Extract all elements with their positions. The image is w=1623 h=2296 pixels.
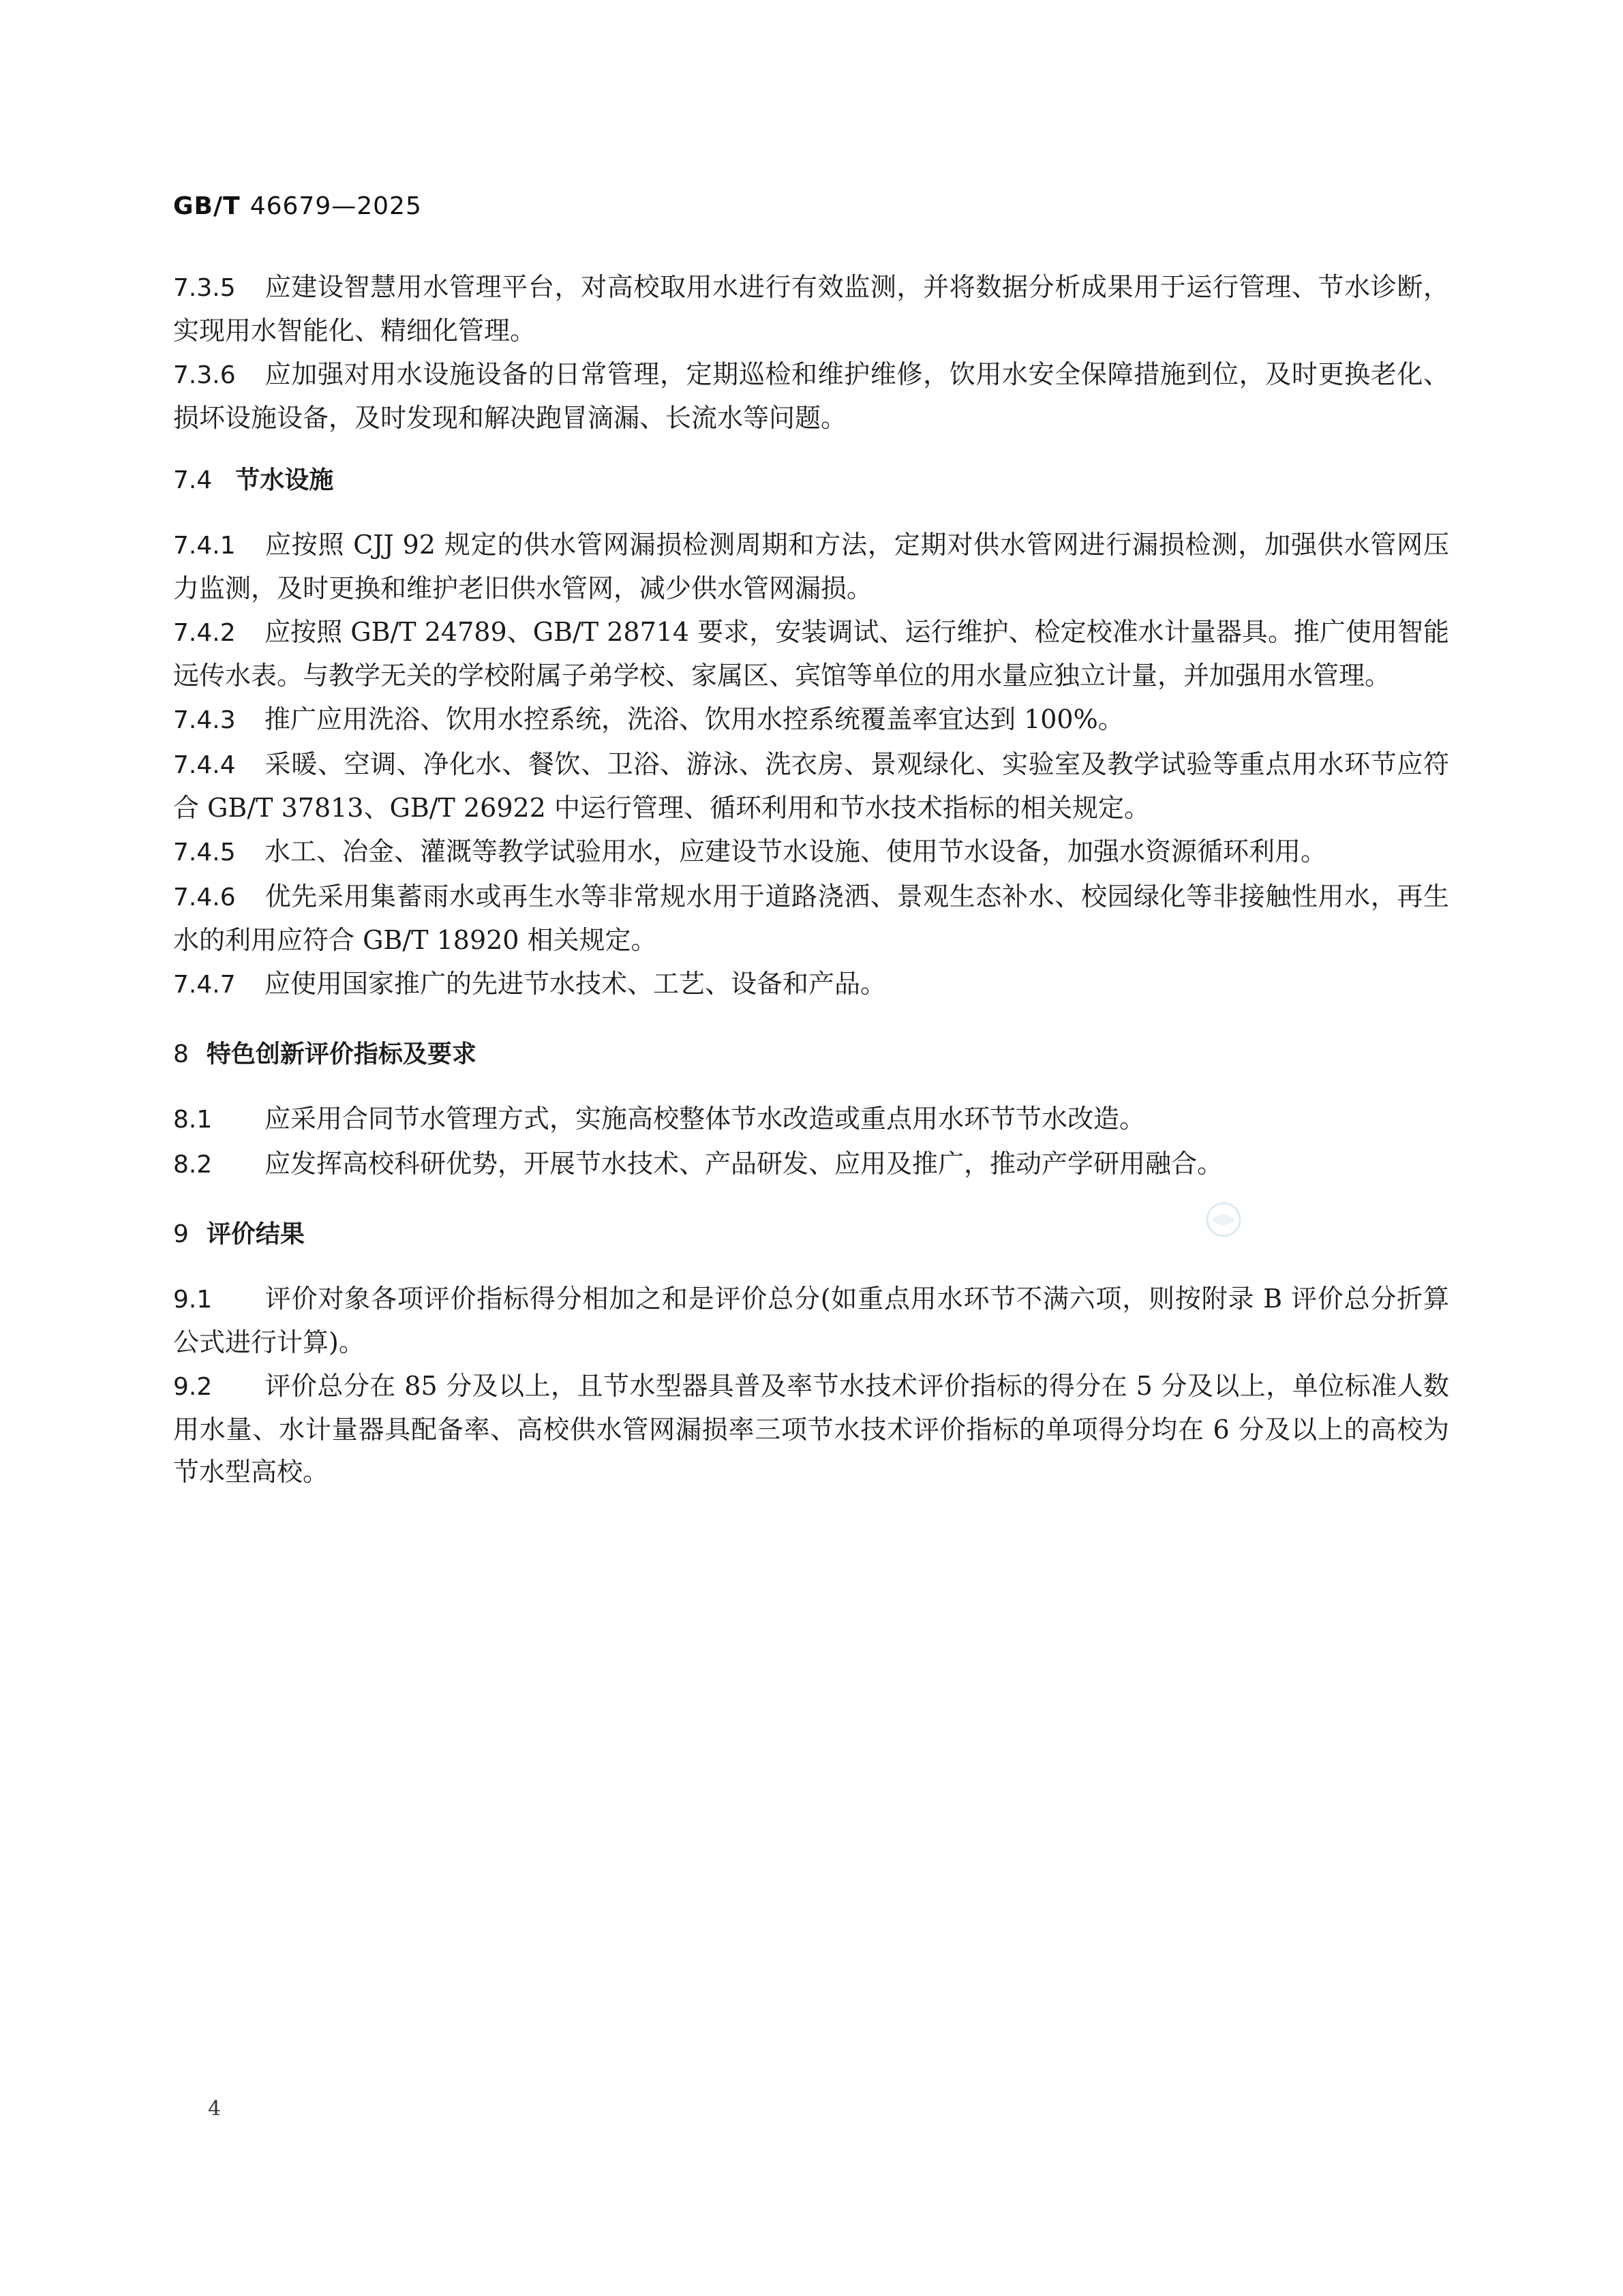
- section-heading-9: [173, 1213, 1449, 1256]
- clause-number: 7.4.1: [173, 532, 236, 560]
- section-number: 9: [173, 1220, 189, 1248]
- watermark-logo-icon: [1200, 1202, 1247, 1237]
- clause-number: 7.4.2: [173, 619, 236, 647]
- clause-9-2: [173, 1365, 1449, 1493]
- standard-header: [173, 192, 422, 220]
- clause-text: 采暖、空调、净化水、餐饮、卫浴、游泳、洗衣房、景观绿化、实验室及教学试验等重点用水环节应符合 GB/T 37813、GB/T 26922 中运行管理、循环利用和节水技术指标的相关规定。: [173, 749, 1449, 823]
- section-title: 节水设施: [235, 466, 334, 494]
- clause-7-4-4: [173, 743, 1449, 829]
- clause-7-4-2: [173, 611, 1449, 697]
- clause-number: 7.3.6: [173, 361, 236, 389]
- section-heading-7-4: [173, 459, 1449, 502]
- section-title: 特色创新评价指标及要求: [206, 1040, 476, 1068]
- clause-text: 优先采用集蓄雨水或再生水等非常规水用于道路浇洒、景观生态补水、校园绿化等非接触性用水，再生水的利用应符合 GB/T 18920 相关规定。: [173, 881, 1449, 955]
- clause-7-4-7: [173, 963, 1449, 1006]
- clause-text: 应加强对用水设施设备的日常管理，定期巡检和维护维修，饮用水安全保障措施到位，及时更换老化、损坏设施设备，及时发现和解决跑冒滴漏、长流水等问题。: [173, 359, 1449, 433]
- clause-number: 9.2: [173, 1373, 213, 1401]
- clause-number: 7.4.6: [173, 883, 236, 911]
- standard-prefix: GB/T: [173, 192, 241, 220]
- clause-number: 8.2: [173, 1151, 213, 1179]
- clause-number: 7.4.3: [173, 706, 236, 734]
- clause-7-4-5: [173, 830, 1449, 874]
- clause-text: 应使用国家推广的先进节水技术、工艺、设备和产品。: [264, 969, 887, 999]
- section-title: 评价结果: [206, 1220, 305, 1248]
- page-number: 4: [208, 2097, 222, 2121]
- clause-text: 评价对象各项评价指标得分相加之和是评价总分(如重点用水环节不满六项，则按附录 B 评价总分折算公式进行计算)。: [173, 1284, 1449, 1357]
- clause-text: 评价总分在 85 分及以上，且节水型器具普及率节水技术评价指标的得分在 5 分及以上，单位标准人数用水量、水计量器具配备率、高校供水管网漏损率三项节水技术评价指标的单项得分均在 6 分及以上的高校为节水型高校。: [173, 1371, 1449, 1487]
- clause-number: 9.1: [173, 1286, 213, 1314]
- clause-number: 7.4.5: [173, 839, 236, 866]
- clause-text: 应按照 CJJ 92 规定的供水管网漏损检测周期和方法，定期对供水管网进行漏损检测，加强供水管网压力监测，及时更换和维护老旧供水管网，减少供水管网漏损。: [173, 530, 1449, 603]
- clause-number: 7.4.4: [173, 751, 236, 779]
- clause-text: 应建设智慧用水管理平台，对高校取用水进行有效监测，并将数据分析成果用于运行管理、节水诊断，实现用水智能化、精细化管理。: [173, 272, 1449, 346]
- section-number: 8: [173, 1040, 189, 1068]
- clause-8-2: [173, 1143, 1449, 1186]
- clause-text: 推广应用洗浴、饮用水控系统，洗浴、饮用水控系统覆盖率宜达到 100%。: [264, 704, 1124, 734]
- document-body: [173, 266, 1449, 1494]
- clause-7-4-6: [173, 875, 1449, 961]
- clause-7-3-5: [173, 266, 1449, 352]
- clause-text: 应发挥高校科研优势，开展节水技术、产品研发、应用及推广，推动产学研用融合。: [264, 1149, 1224, 1179]
- clause-7-4-1: [173, 524, 1449, 609]
- clause-text: 水工、冶金、灌溉等教学试验用水，应建设节水设施、使用节水设备，加强水资源循环利用。: [264, 836, 1327, 866]
- clause-8-1: [173, 1098, 1449, 1141]
- clause-text: 应按照 GB/T 24789、GB/T 28714 要求，安装调试、运行维护、检定校准水计量器具。推广使用智能远传水表。与教学无关的学校附属子弟学校、家属区、宾馆等单位的用水量应独立计量，并加强用水管理。: [173, 617, 1449, 691]
- clause-number: 8.1: [173, 1106, 213, 1134]
- clause-7-3-6: [173, 353, 1449, 439]
- section-number: 7.4: [173, 466, 213, 494]
- clause-number: 7.4.7: [173, 971, 236, 999]
- standard-code: 46679—2025: [249, 192, 422, 220]
- clause-7-4-3: [173, 698, 1449, 742]
- clause-9-1: [173, 1278, 1449, 1363]
- clause-text: 应采用合同节水管理方式，实施高校整体节水改造或重点用水环节节水改造。: [264, 1104, 1146, 1134]
- section-heading-8: [173, 1033, 1449, 1076]
- clause-number: 7.3.5: [173, 274, 236, 302]
